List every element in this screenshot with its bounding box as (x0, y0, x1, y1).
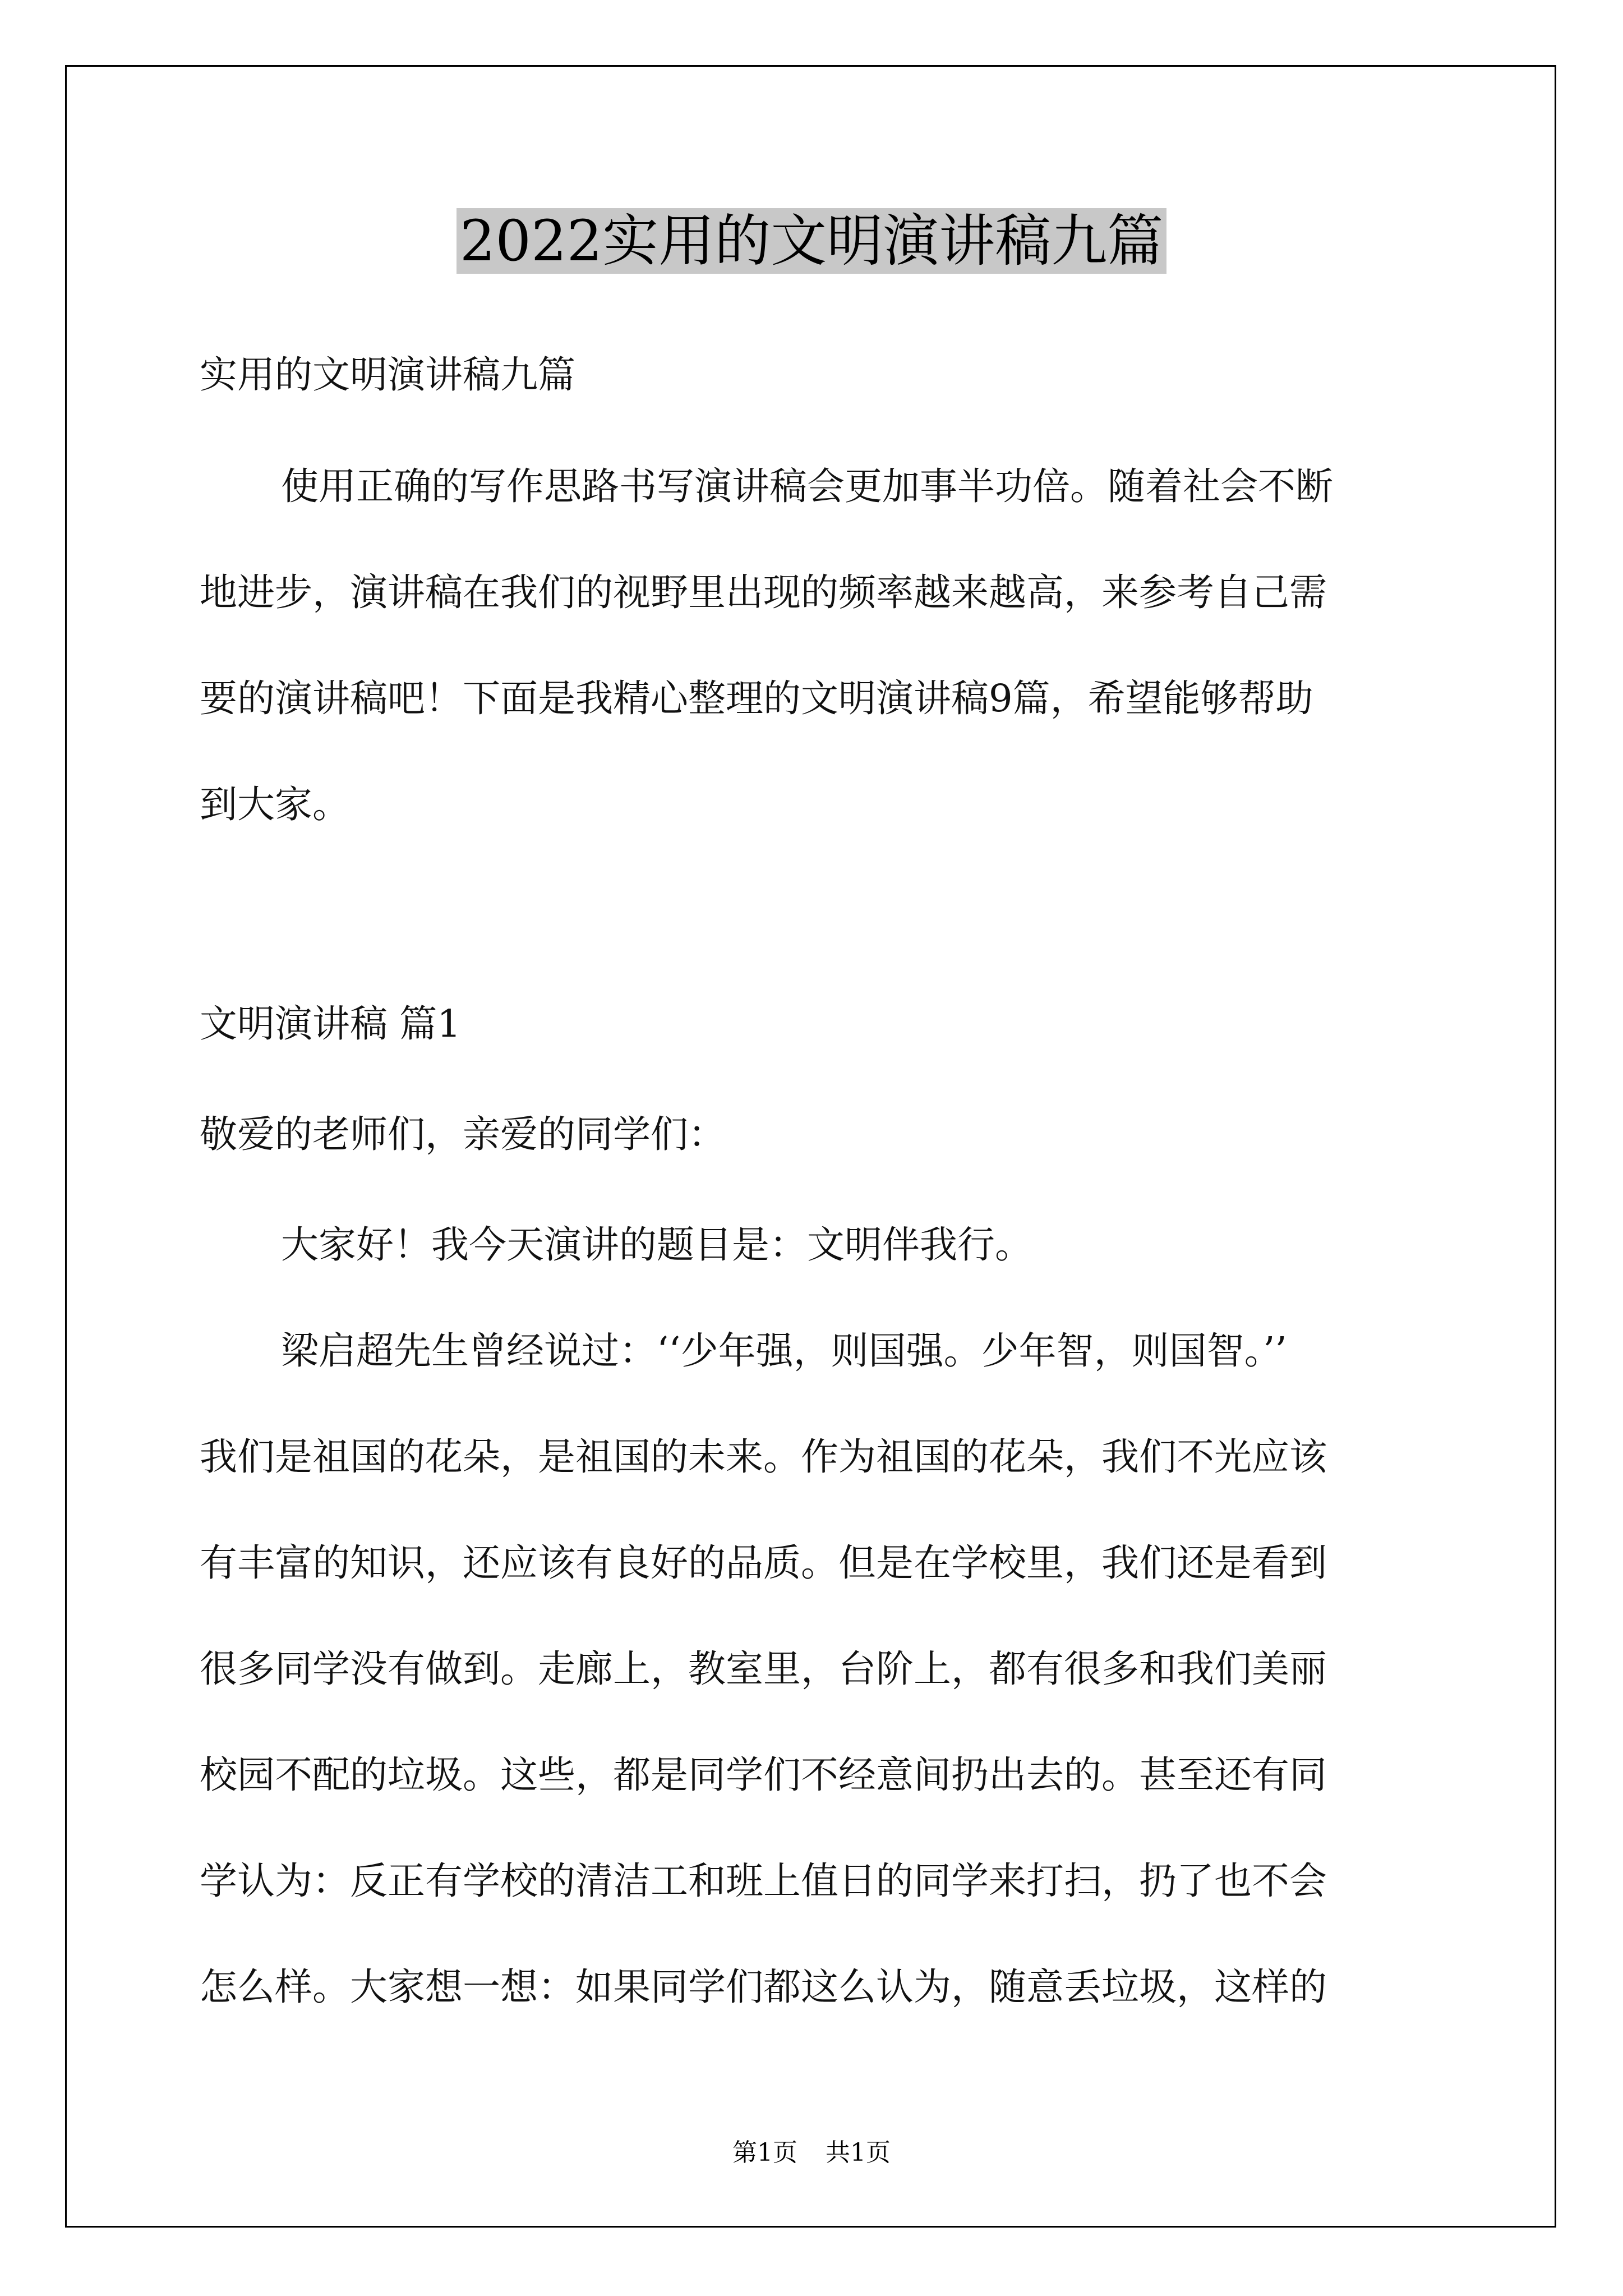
page-total: 共1页 (826, 2138, 891, 2167)
document-title-text: 2022实用的文明演讲稿九篇 (457, 208, 1167, 274)
body-line: 校园不配的垃圾。这些，都是同学们不经意间扔出去的。甚至还有同 (200, 1753, 1327, 1797)
page-number: 第1页 (732, 2138, 797, 2167)
body-line: 大家好！我今天演讲的题目是：文明伴我行。 (281, 1223, 1032, 1267)
body-line: 有丰富的知识，还应该有良好的品质。但是在学校里，我们还是看到 (200, 1541, 1327, 1585)
intro-line: 地进步，演讲稿在我们的视野里出现的频率越来越高，来参考自己需 (200, 570, 1327, 614)
body-line: 学认为：反正有学校的清洁工和班上值日的同学来打扫，扔了也不会 (200, 1859, 1327, 1903)
intro-line: 要的演讲稿吧！下面是我精心整理的文明演讲稿9篇，希望能够帮助 (200, 677, 1313, 720)
intro-line: 到大家。 (200, 783, 350, 826)
document-title (0, 199, 1623, 283)
body-line: 很多同学没有做到。走廊上，教室里，台阶上，都有很多和我们美丽 (200, 1647, 1327, 1691)
section-heading: 文明演讲稿 篇1 (200, 1002, 461, 1046)
document-subtitle: 实用的文明演讲稿九篇 (200, 353, 575, 397)
page-footer (0, 2136, 1623, 2170)
intro-line: 使用正确的写作思路书写演讲稿会更加事半功倍。随着社会不断 (281, 464, 1333, 508)
body-line: 怎么样。大家想一想：如果同学们都这么认为，随意丢垃圾，这样的 (200, 1965, 1327, 2009)
body-line: 梁启超先生曾经说过：‘‘少年强，则国强。少年智，则国智。’’ (281, 1329, 1287, 1373)
salutation: 敬爱的老师们，亲爱的同学们： (200, 1112, 726, 1156)
body-line: 我们是祖国的花朵，是祖国的未来。作为祖国的花朵，我们不光应该 (200, 1435, 1327, 1479)
